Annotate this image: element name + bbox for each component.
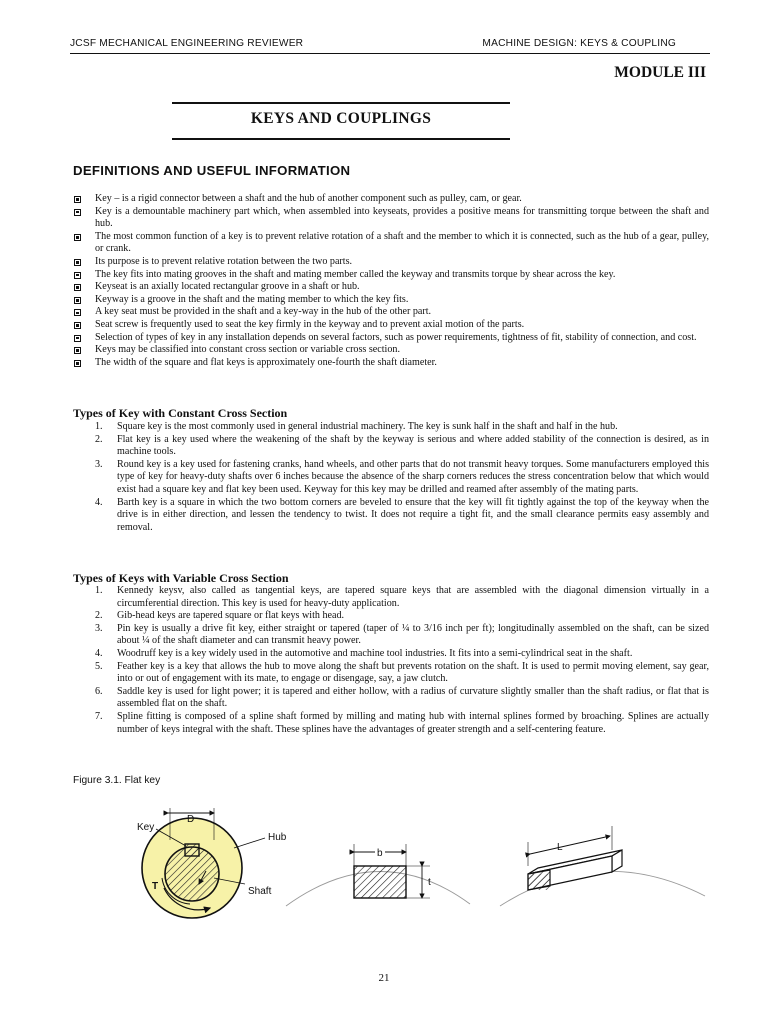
variable-heading: Types of Keys with Variable Cross Section xyxy=(73,571,289,585)
key-label: Key xyxy=(137,822,155,833)
item-text: Gib-head keys are tapered square or flat keys with head. xyxy=(117,610,345,622)
item-text: Barth key is a square in which the two bottom corners are beveled to ensure that the key will fit tightly against the top of the keyway when the drive is in either direction, and lessen the tendency to twist. It does not require a tight fit, and the small clearance permits easy assembly and removal. xyxy=(117,496,709,533)
item-text: Round key is a key used for fastening cranks, hand wheels, and other parts that do not transmit heavy torques. Some manufacturers employed this type of key for heavy-duty shafts over 6 inches because the absence of the sharp corners reduces the stress concentration below that which would exist had a square key and flat key been used. Keyway for this key may be drilled and reamed after assembly of the mating parts. xyxy=(117,458,709,495)
key-isometric-drawing xyxy=(500,826,705,906)
item-number: 6. xyxy=(95,685,103,697)
page-number: 21 xyxy=(378,972,390,984)
constant-heading: Types of Key with Constant Cross Section xyxy=(73,406,288,420)
definition-text: Selection of types of key in any installation depends on several factors, such as power requirements, tightness of fit, stability of connection, and cost. xyxy=(95,331,697,343)
definition-text: The most common function of a key is to prevent relative rotation of a shaft and the member to which it is connected, such as the hub of a gear, pulley, or crank. xyxy=(95,230,709,255)
item-number: 4. xyxy=(95,647,103,659)
definition-text: Seat screw is frequently used to seat the key firmly in the keyway and to prevent axial motion of the parts. xyxy=(95,318,525,330)
key-section xyxy=(354,866,406,898)
hub-shaft-drawing xyxy=(137,808,287,918)
item-text: Spline fitting is composed of a spline shaft formed by milling and mating hub with internal splines formed by broaching. Splines are actually number of keys integral with the shaft. These splines have the advantages of greater strength and a self-centering feature. xyxy=(117,710,709,735)
l-dimension xyxy=(530,836,610,854)
figure-caption: Figure 3.1. Flat key xyxy=(73,775,161,786)
header-left: JCSF MECHANICAL ENGINEERING REVIEWER xyxy=(70,38,304,49)
key-rect xyxy=(185,844,199,856)
item-text: Square key is the most commonly used in general industrial machinery. The key is sunk half in the shaft and half in the hub. xyxy=(117,421,618,432)
item-number: 5. xyxy=(95,660,103,672)
section-heading: DEFINITIONS AND USEFUL INFORMATION xyxy=(73,163,351,178)
l-label: L xyxy=(557,842,563,853)
key-section-drawing xyxy=(286,844,470,906)
definition-text: Keyway is a groove in the shaft and the mating member to which the key fits. xyxy=(95,293,409,305)
definition-text: Its purpose is to prevent relative rotation between the two parts. xyxy=(95,255,353,267)
t-label: t xyxy=(428,877,431,888)
definition-text: Key is a demountable machinery part which, when assembled into keyseats, provides a positive means for transmitting torque between the shaft and hub. xyxy=(95,205,709,230)
page-title: KEYS AND COUPLINGS xyxy=(250,110,432,127)
item-number: 2. xyxy=(95,610,103,622)
torque-label: T xyxy=(152,881,159,892)
d-label: D xyxy=(187,814,195,825)
definition-text: The key fits into mating grooves in the shaft and mating member called the keyway and transmits torque by shear across the key. xyxy=(95,268,616,280)
key-end-face xyxy=(528,870,550,890)
hub-label: Hub xyxy=(268,832,287,843)
definition-text: A key seat must be provided in the shaft and a key-way in the hub of the other part. xyxy=(95,306,432,318)
item-number: 3. xyxy=(95,622,103,634)
hub-leader xyxy=(234,838,265,848)
item-text: Woodruff key is a key widely used in the automotive and machine tool industries. It fits into a semi-cylindrical seat in the shaft. xyxy=(117,647,633,659)
b-label: b xyxy=(377,848,383,859)
item-text: Pin key is usually a drive fit key, either straight or tapered (taper of ¼ to 3/16 inch per ft); longitudinally assembled on the shaft, can be sized about ¼ of the shaft diameter and can transmit heavy power. xyxy=(117,622,709,647)
item-number: 1. xyxy=(95,421,103,432)
item-number: 4. xyxy=(95,496,103,508)
item-number: 1. xyxy=(95,585,103,596)
definition-text: Keys may be classified into constant cross section or variable cross section. xyxy=(95,344,400,356)
item-number: 2. xyxy=(95,433,103,445)
item-text: Flat key is a key used where the weakening of the shaft by the keyway is serious and where added stability of the connection is desired, as in machine tools. xyxy=(117,433,709,458)
item-text: Feather key is a key that allows the hub to move along the shaft but prevents rotation on the shaft. It is used to permit moving element, say gear, into or out of engagement with its mate, to engage or disengage, say, a jaw clutch. xyxy=(117,660,709,685)
item-text: Saddle key is used for light power; it is tapered and either hollow, with a radius of curvature slightly smaller than the shaft radius, or flat that is assembled flat on the shaft. xyxy=(117,685,709,710)
module-label: MODULE III xyxy=(614,64,706,81)
definition-text: Key – is a rigid connector between a shaft and the hub of another component such as pulley, cam, or gear. xyxy=(95,193,522,204)
definition-text: Keyseat is an axially located rectangular groove in a shaft or hub. xyxy=(95,281,360,293)
item-number: 3. xyxy=(95,458,103,470)
item-text: Kennedy keysv, also called as tangential keys, are tapered square keys that are assembled with the diagonal dimension virtually in a circumferential direction. This key is used for heavy-duty application. xyxy=(117,585,709,609)
item-number: 7. xyxy=(95,710,103,722)
header-right: MACHINE DESIGN: KEYS & COUPLING xyxy=(482,38,676,49)
shaft-label: Shaft xyxy=(248,886,272,897)
definition-text: The width of the square and flat keys is approximately one-fourth the shaft diameter. xyxy=(95,356,437,368)
